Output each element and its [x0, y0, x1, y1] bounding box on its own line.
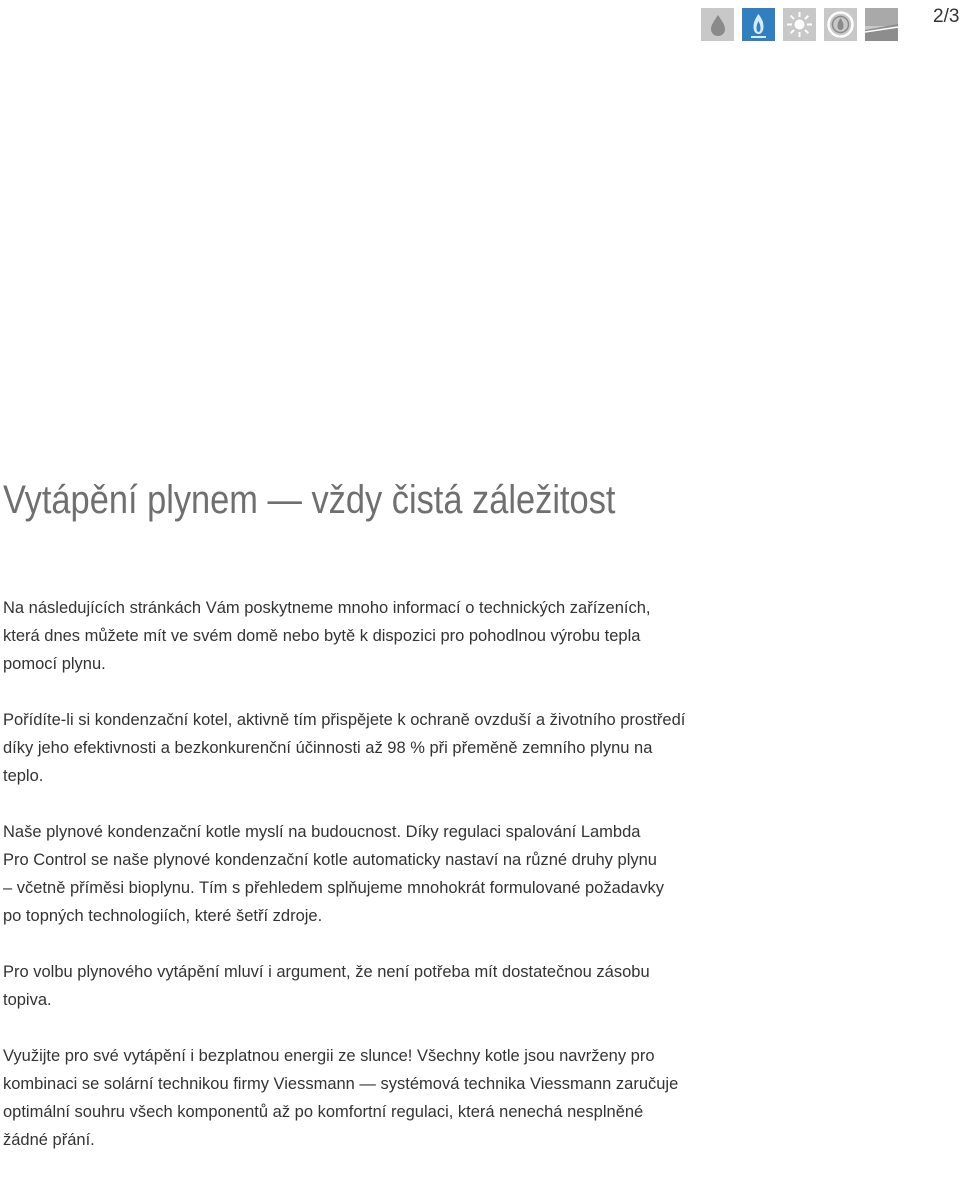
- sun-icon[interactable]: [783, 8, 816, 41]
- water-drop-icon[interactable]: [701, 8, 734, 41]
- text-line: která dnes můžete mít ve svém domě nebo bytě k dispozici pro pohodlnou výrobu tepla: [3, 627, 641, 645]
- text-line: topiva.: [3, 991, 52, 1009]
- paragraph: [3, 818, 803, 930]
- text-line: kombinaci se solární technikou firmy Viessmann — systémová technika Viessmann zaručuje: [3, 1075, 679, 1093]
- flame-circle-icon[interactable]: [824, 8, 857, 41]
- text-line: optimální souhru všech komponentů až po komfortní regulaci, která nenechá nesplněné: [3, 1103, 644, 1121]
- text-line: Na následujících stránkách Vám poskytneme mnoho informací o technických zařízeních,: [3, 599, 651, 617]
- text-line: žádné přání.: [3, 1131, 95, 1149]
- landscape-icon[interactable]: [865, 8, 898, 41]
- page-title: Vytápění plynem — vždy čistá záležitost: [3, 478, 616, 522]
- text-line: díky jeho efektivnosti a bezkonkurenční účinnosti až 98 % při přeměně zemního plynu na: [3, 739, 653, 757]
- text-line: po topných technologiích, které šetří zdroje.: [3, 907, 323, 925]
- body-text: [3, 594, 803, 1182]
- page-number: 2/3: [933, 6, 960, 27]
- category-icon-bar: [701, 8, 898, 41]
- paragraph: [3, 958, 803, 1014]
- text-line: Využijte pro své vytápění i bezplatnou energii ze slunce! Všechny kotle jsou navrženy pro: [3, 1047, 655, 1065]
- text-line: Naše plynové kondenzační kotle myslí na budoucnost. Díky regulaci spalování Lambda: [3, 823, 641, 841]
- text-line: – včetně příměsi bioplynu. Tím s přehledem splňujeme mnohokrát formulované požadavky: [3, 879, 664, 897]
- text-line: Pro Control se naše plynové kondenzační kotle automaticky nastaví na různé druhy plynu: [3, 851, 657, 869]
- text-line: Pro volbu plynového vytápění mluví i argument, že není potřeba mít dostatečnou zásobu: [3, 963, 650, 981]
- gas-flame-icon[interactable]: [742, 8, 775, 41]
- paragraph: [3, 706, 803, 790]
- text-line: Pořídíte-li si kondenzační kotel, aktivně tím přispějete k ochraně ovzduší a životního prostředí: [3, 711, 686, 729]
- paragraph: [3, 594, 803, 678]
- text-line: pomocí plynu.: [3, 655, 106, 673]
- text-line: teplo.: [3, 767, 44, 785]
- paragraph: [3, 1042, 803, 1154]
